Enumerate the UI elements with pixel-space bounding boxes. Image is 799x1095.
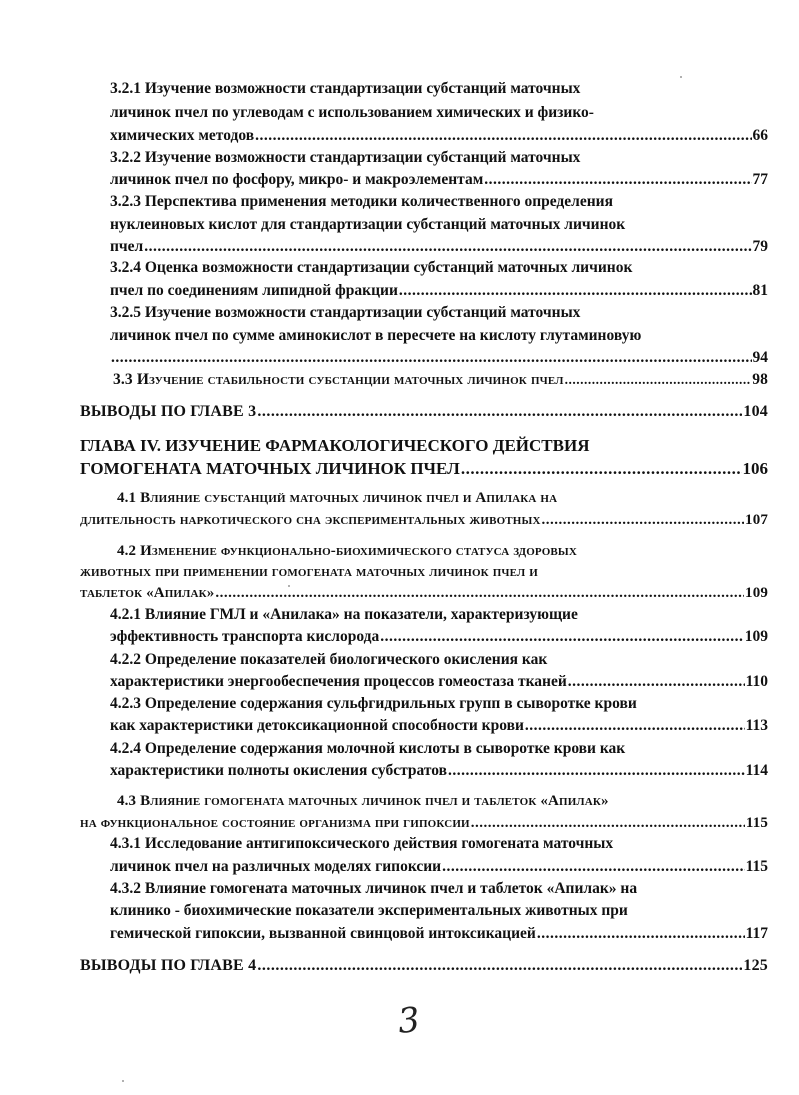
toc-page-number: 77 (752, 171, 768, 188)
toc-entry-chapter-4[interactable] (80, 459, 768, 479)
dot-leader (565, 370, 752, 390)
toc-entry-4-2[interactable] (80, 583, 768, 603)
toc-page-number: 81 (752, 282, 768, 299)
toc-entry-title: на функциональное состояние организма при гипоксии (80, 815, 470, 831)
toc-line: 4.2 Изменение функционально-биохимического статуса здоровых (117, 543, 577, 559)
dot-leader (484, 170, 751, 190)
toc-entry-title: ВЫВОДЫ ПО ГЛАВЕ 3 (80, 403, 257, 420)
toc-entry-title: пчел (110, 238, 144, 255)
toc-page-number: 107 (745, 512, 768, 528)
toc-entry-4-2-1[interactable] (110, 627, 768, 647)
toc-page-number: 115 (745, 858, 768, 875)
toc-entry-title: характеристики полноты окисления субстратов (110, 762, 447, 779)
dot-leader (111, 348, 752, 368)
toc-line: 3.2.1 Изучение возможности стандартизации субстанций маточных (110, 80, 581, 97)
toc-entry-3-2-3[interactable] (110, 237, 768, 257)
dot-leader (542, 510, 745, 530)
toc-page-number: 94 (752, 349, 768, 366)
toc-page-number: 110 (745, 673, 768, 690)
toc-entry-3-2-2[interactable] (110, 170, 768, 190)
toc-line: 3.2.4 Оценка возможности стандартизации субстанций маточных личинок (110, 259, 633, 276)
dot-leader (461, 459, 742, 479)
toc-page-number: 113 (745, 717, 768, 734)
toc-entry-4-1[interactable] (80, 510, 768, 530)
toc-entry-3-3[interactable] (113, 370, 768, 390)
toc-line: 4.2.3 Определение содержания сульфгидрильных групп в сыворотке крови (110, 695, 637, 712)
toc-chapter-heading: ГЛАВА IV. ИЗУЧЕНИЕ ФАРМАКОЛОГИЧЕСКОГО ДЕЙСТВИЯ (80, 436, 590, 455)
handwritten-page-number: 3 (396, 999, 422, 1042)
toc-line: 4.1 Влияние субстанций маточных личинок пчел и Апилака на (117, 490, 558, 506)
toc-page-number: 106 (742, 459, 768, 478)
toc-page-number: 66 (752, 127, 768, 144)
toc-entry-4-2-4[interactable] (110, 761, 768, 781)
dot-leader (568, 672, 745, 692)
toc-page-number: 117 (745, 925, 768, 942)
toc-line: 4.3.1 Исследование антигипоксического действия гомогената маточных (110, 835, 614, 852)
toc-page-number: 98 (752, 371, 768, 388)
toc-line: 3.2.5 Изучение возможности стандартизации субстанций маточных (110, 304, 581, 321)
toc-page-number: 104 (743, 403, 768, 420)
dot-leader (215, 583, 744, 603)
dot-leader (144, 237, 751, 257)
toc-entry-title: ГОМОГЕНАТА МАТОЧНЫХ ЛИЧИНОК ПЧЕЛ (80, 459, 460, 478)
dot-leader (257, 956, 742, 976)
toc-line: 4.2.4 Определение содержания молочной кислоты в сыворотке крови как (110, 740, 626, 757)
toc-entry-title: как характеристики детоксикационной способности крови (110, 717, 524, 734)
toc-entry-title: личинок пчел по фосфору, микро- и макроэлементам (110, 171, 484, 188)
toc-line: нуклеиновых кислот для стандартизации субстанций маточных личинок (110, 216, 626, 233)
toc-page-number: 79 (752, 238, 768, 255)
toc-entry-title: ВЫВОДЫ ПО ГЛАВЕ 4 (80, 957, 257, 974)
toc-entry-3-2-1[interactable] (110, 126, 768, 146)
dot-leader (537, 924, 745, 944)
toc-line: 3.2.3 Перспектива применения методики количественного определения (110, 193, 613, 210)
dot-leader (525, 716, 745, 736)
toc-line: клинико - биохимические показатели экспериментальных животных при (110, 902, 628, 919)
toc-entry-4-3-2[interactable] (110, 924, 768, 944)
toc-entry-title: личинок пчел на различных моделях гипоксии (110, 858, 442, 875)
toc-line: животных при применении гомогената маточных личинок пчел и (80, 564, 538, 580)
toc-entry-4-3-1[interactable] (110, 857, 768, 877)
toc-entry-title: 3.3 Изучение стабильности субстанции маточных личинок пчел (113, 371, 564, 388)
toc-line: 3.2.2 Изучение возможности стандартизации субстанций маточных (110, 149, 581, 166)
dot-leader (471, 813, 745, 833)
toc-line: личинок пчел по сумме аминокислот в пересчете на кислоту глутаминовую (110, 327, 642, 344)
toc-line: 4.3 Влияние гомогената маточных личинок пчел и таблеток «Апилак» (117, 793, 609, 809)
toc-page-number: 125 (743, 957, 768, 974)
dot-leader (255, 126, 751, 146)
toc-line: личинок пчел по углеводам с использованием химических и физико- (110, 104, 594, 121)
toc-entry-title: химических методов (110, 127, 255, 144)
toc-entry-conclusions-4[interactable] (80, 956, 768, 976)
toc-page-number: 109 (745, 585, 768, 601)
toc-page-number: 115 (745, 815, 768, 831)
dot-leader (448, 761, 745, 781)
toc-entry-4-2-3[interactable] (110, 716, 768, 736)
toc-entry-title: гемической гипоксии, вызванной свинцовой интоксикацией (110, 925, 536, 942)
scan-speck (680, 76, 682, 78)
toc-entry-title: таблеток «Апилак» (80, 585, 215, 601)
scan-speck (122, 1080, 124, 1082)
dot-leader (257, 402, 742, 422)
toc-line: 4.2.2 Определение показателей биологического окисления как (110, 651, 548, 668)
toc-entry-4-2-2[interactable] (110, 672, 768, 692)
toc-entry-title: эффективность транспорта кислорода (110, 628, 380, 645)
toc-entry-3-2-4[interactable] (110, 281, 768, 301)
dot-leader (380, 627, 744, 647)
toc-entry-title: пчел по соединениям липидной фракции (110, 282, 398, 299)
toc-entry-conclusions-3[interactable] (80, 402, 768, 422)
toc-line: 4.2.1 Влияние ГМЛ и «Анилака» на показатели, характеризующие (110, 606, 578, 623)
scan-speck (288, 585, 290, 587)
toc-page-number: 114 (745, 762, 768, 779)
toc-page-number: 109 (744, 628, 768, 645)
dot-leader (399, 281, 752, 301)
toc-entry-3-2-5[interactable] (110, 348, 768, 368)
dot-leader (442, 857, 744, 877)
toc-entry-4-3[interactable] (80, 813, 768, 833)
toc-entry-title: длительность наркотического сна экспериментальных животных (80, 512, 541, 528)
toc-line: 4.3.2 Влияние гомогената маточных личинок пчел и таблеток «Апилак» на (110, 880, 638, 897)
toc-entry-title: характеристики энергообеспечения процессов гомеостаза тканей (110, 673, 567, 690)
